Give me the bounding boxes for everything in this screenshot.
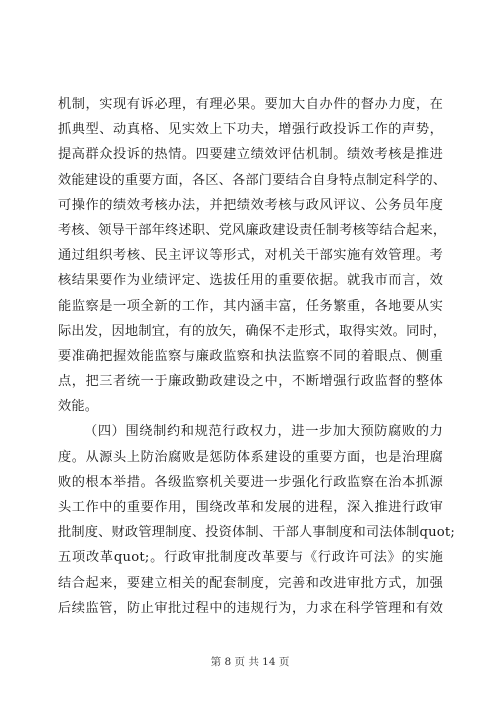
text-line: 核结果要作为业绩评定、选拔任用的重要依据。就我市而言，效 [58, 273, 443, 289]
page-footer: 第 8 页 共 14 页 [210, 656, 290, 668]
text-line: 点，把三者统一于廉政勤政建设之中，不断增强行政监督的整体 [58, 374, 443, 390]
text-line: 际出发，因地制宜，有的放矢，确保不走形式，取得实效。同时， [58, 323, 447, 339]
text-line: 要准确把握效能监察与廉政监察和执法监察不同的着眼点、侧重 [58, 348, 443, 364]
text-line: 能监察是一项全新的工作，其内涵丰富，任务繁重，各地要从实 [58, 298, 443, 314]
text-line: 通过组织考核、民主评议等形式，对机关干部实施有效管理。考 [58, 248, 443, 264]
section-heading-line: （四）围绕制约和规范行政权力，进一步加大预防腐败的力 [84, 424, 443, 440]
text-line: 后续监管，防止审批过程中的违规行为，力求在科学管理和有效 [58, 600, 443, 616]
text-line: 五项改革quot;。行政审批制度改革要与《行政许可法》的实施 [58, 550, 443, 566]
text-line: 提高群众投诉的热情。四要建立绩效评估机制。绩效考核是推进 [58, 147, 443, 163]
text-line: 机制，实现有诉必理，有理必果。要加大自办件的督办力度，在 [58, 97, 443, 112]
text-line: 效能。 [58, 399, 99, 415]
text-line: 抓典型、动真格、见实效上下功夫，增强行政投诉工作的声势， [58, 122, 443, 138]
text-line: 考核、领导干部年终述职、党风廉政建设责任制考核等结合起来， [58, 222, 447, 238]
text-line: 度。从源头上防治腐败是惩防体系建设的重要方面，也是治理腐 [58, 449, 443, 465]
text-line: 败的根本举措。各级监察机关要进一步强化行政监察在治本抓源 [58, 474, 443, 490]
text-line: 效能建设的重要方面，各区、各部门要结合自身特点制定科学的、 [58, 172, 447, 188]
text-line: 批制度、财政管理制度、投资体制、干部人事制度和司法体制quot; [58, 525, 456, 541]
text-line: 结合起来，要建立相关的配套制度，完善和改进审批方式，加强 [58, 575, 443, 591]
text-line: 可操作的绩效考核办法，并把绩效考核与政风评议、公务员年度 [58, 197, 443, 213]
text-line: 头工作中的重要作用，围绕改革和发展的进程，深入推进行政审 [58, 500, 443, 515]
body-text [58, 92, 456, 621]
